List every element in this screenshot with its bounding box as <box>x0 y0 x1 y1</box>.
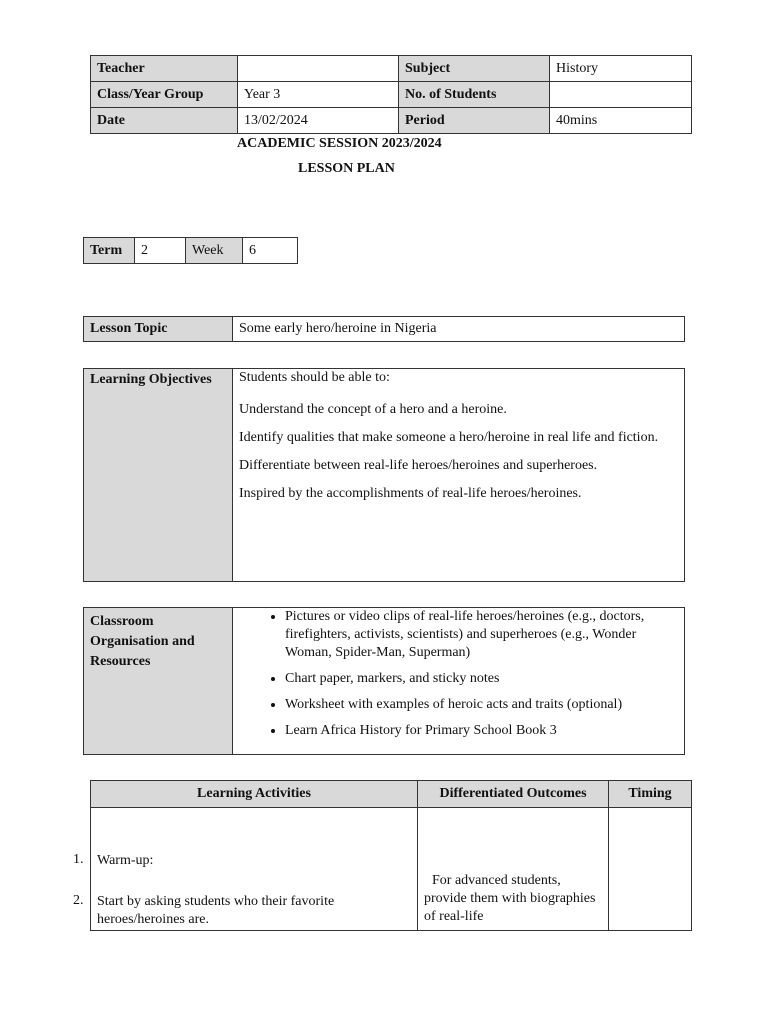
week-value: 6 <box>243 238 298 264</box>
teacher-label: Teacher <box>91 56 238 82</box>
week-label: Week <box>186 238 243 264</box>
step-number: 1. <box>73 852 84 867</box>
resource-item: • Learn Africa History for Primary School Book 3 <box>285 722 678 740</box>
activity-step: Warm-up: <box>97 853 154 868</box>
period-value: 40mins <box>550 108 692 134</box>
learning-activities-table <box>73 780 692 931</box>
class-label: Class/Year Group <box>91 82 238 108</box>
resource-item: • Chart paper, markers, and sticky notes <box>285 670 678 688</box>
timing-header: Timing <box>609 781 692 808</box>
activity-step: Start by asking students who their favorite heroes/heroines are. <box>97 894 335 927</box>
objective-item: Differentiate between real-life heroes/heroines and superheroes. <box>239 458 598 473</box>
date-value: 13/02/2024 <box>238 108 399 134</box>
term-value: 2 <box>135 238 186 264</box>
term-label: Term <box>84 238 135 264</box>
lesson-topic-table <box>83 316 685 342</box>
objectives-label: Learning Objectives <box>84 369 233 582</box>
header-info-table <box>90 55 692 134</box>
lesson-topic-value: Some early hero/heroine in Nigeria <box>233 317 685 342</box>
students-label: No. of Students <box>399 82 550 108</box>
objective-item: Identify qualities that make someone a hero/heroine in real life and fiction. <box>239 430 659 445</box>
session-title: ACADEMIC SESSION 2023/2024 <box>237 136 442 151</box>
learning-objectives-table <box>83 368 685 582</box>
teacher-value <box>238 56 399 82</box>
students-value <box>550 82 692 108</box>
activities-cell <box>73 808 418 931</box>
lesson-plan-title: LESSON PLAN <box>298 161 395 176</box>
date-label: Date <box>91 108 238 134</box>
outcome-text: For advanced students, provide them with biographies of real-life <box>424 873 596 924</box>
activities-header: Learning Activities <box>91 781 418 808</box>
outcomes-cell <box>418 808 609 931</box>
period-label: Period <box>399 108 550 134</box>
outcomes-header: Differentiated Outcomes <box>418 781 609 808</box>
resources-list <box>239 608 678 740</box>
resources-table <box>83 607 685 755</box>
resource-item: • Pictures or video clips of real-life heroes/heroines (e.g., doctors, firefighters, activists, scientists) and superheroes (e.g., Wonder Woman, Spider-Man, Superman) <box>285 608 678 662</box>
term-week-table <box>83 237 298 264</box>
objectives-intro: Students should be able to: <box>239 370 390 385</box>
objective-item: Inspired by the accomplishments of real-life heroes/heroines. <box>239 486 582 501</box>
resources-label: Classroom Organisation and Resources <box>84 608 233 755</box>
lesson-topic-label: Lesson Topic <box>84 317 233 342</box>
subject-label: Subject <box>399 56 550 82</box>
class-value: Year 3 <box>238 82 399 108</box>
resource-item: • Worksheet with examples of heroic acts and traits (optional) <box>285 696 678 714</box>
step-number: 2. <box>73 893 84 908</box>
resources-content <box>233 608 685 755</box>
objective-item: Understand the concept of a hero and a heroine. <box>239 402 507 417</box>
timing-cell <box>609 808 692 931</box>
subject-value: History <box>550 56 692 82</box>
objectives-content <box>233 369 685 582</box>
